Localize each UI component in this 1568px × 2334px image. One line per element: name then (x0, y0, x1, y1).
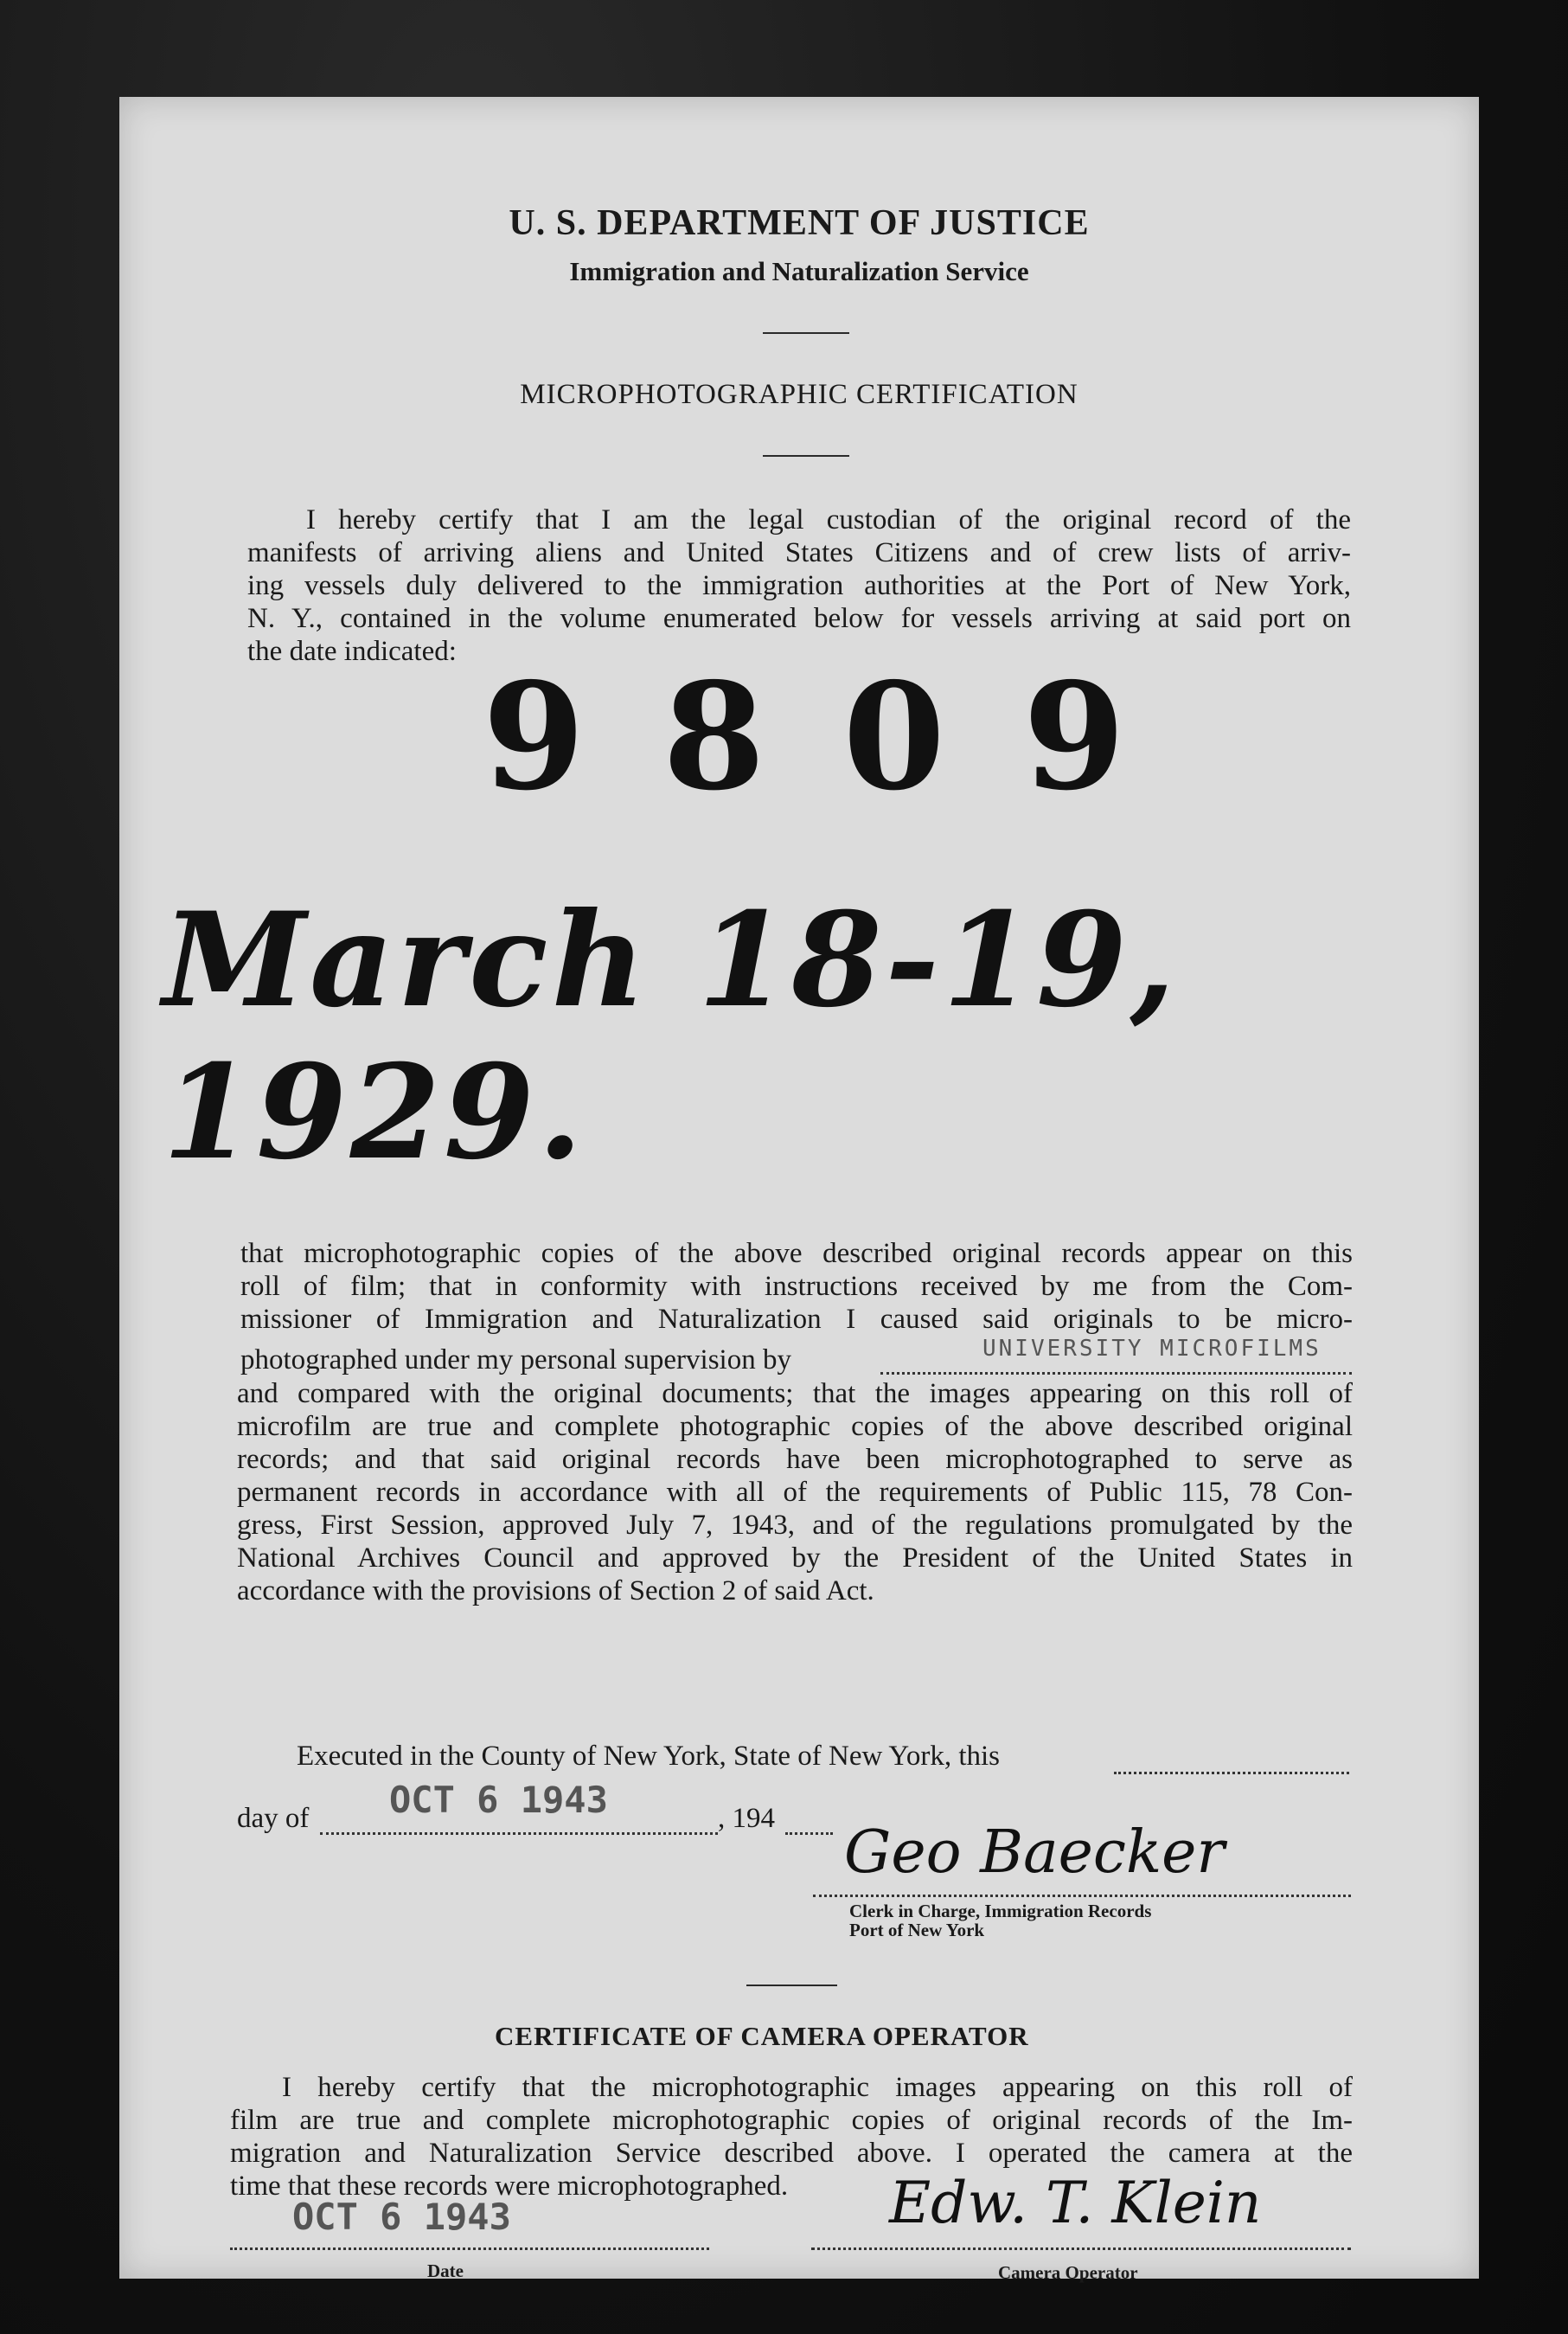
volume-date: March 18-19, 1929. (163, 884, 1179, 1189)
executed-dotted-line (1114, 1772, 1349, 1774)
paragraph-line: film are true and complete microphotographic copies of original records of the Im- (230, 2105, 1353, 2136)
camera-date-line (230, 2247, 709, 2250)
divider (763, 332, 849, 334)
clerk-port: Port of New York (849, 1920, 985, 1940)
certification-heading: MICROPHOTOGRAPHIC CERTIFICATION (520, 379, 1078, 410)
camera-certificate-heading: CERTIFICATE OF CAMERA OPERATOR (495, 2021, 1029, 2051)
supervisor-dotted-line (880, 1372, 1352, 1375)
custodian-paragraph (247, 503, 1351, 668)
paragraph-line: gress, First Session, approved July 7, 1943, and of the regulations promulgated by the (237, 1510, 1353, 1541)
paragraph-line: records; and that said original records have been microphotographed to serve as (237, 1444, 1353, 1475)
clerk-signature: Geo Baecker (844, 1818, 1225, 1887)
day-dotted-line (320, 1832, 718, 1835)
paragraph-line: I hereby certify that the microphotographic images appearing on this roll of (282, 2072, 1353, 2103)
camera-date-label: Date (427, 2260, 464, 2281)
divider (746, 1985, 837, 1986)
certificate-sheet (119, 97, 1479, 2283)
paragraph-line: and compared with the original documents; that the images appearing on this roll of (237, 1378, 1353, 1409)
department-title: U. S. DEPARTMENT OF JUSTICE (509, 203, 1090, 243)
paragraph-line: permanent records in accordance with all of the requirements of Public 115, 78 Con- (237, 1477, 1353, 1508)
divider (763, 455, 849, 457)
paragraph-line: microfilm are true and complete photographic copies of the above described original (237, 1411, 1353, 1442)
day-of-label: day of (237, 1803, 310, 1834)
year-dotted-line (785, 1832, 833, 1835)
paragraph-line: migration and Naturalization Service described above. I operated the camera at the (230, 2138, 1353, 2169)
compliance-paragraph (237, 1377, 1353, 1607)
paragraph-line: missioner of Immigration and Naturalization I caused said originals to be micro- (240, 1304, 1353, 1335)
operator-signature: Edw. T. Klein (889, 2170, 1262, 2236)
clerk-title: Clerk in Charge, Immigration Records (849, 1901, 1152, 1921)
paragraph-line: manifests of arriving aliens and United States Citizens and of crew lists of arriv- (247, 537, 1351, 568)
copies-paragraph (240, 1237, 1353, 1336)
volume-number: 9809 (483, 651, 1204, 824)
camera-operator-label: Camera Operator (998, 2262, 1138, 2283)
paragraph-line: the date indicated: (247, 636, 457, 667)
paragraph-line: roll of film; that in conformity with instructions received by me from the Com- (240, 1271, 1353, 1302)
paragraph-line: time that these records were microphotographed. (230, 2170, 789, 2202)
executed-text: Executed in the County of New York, State of New York, this (297, 1741, 1001, 1772)
paragraph-line: that microphotographic copies of the above described original records appear on this (240, 1238, 1353, 1269)
execution-date-stamp: OCT 6 1943 (389, 1779, 608, 1821)
year-suffix: , 194 (718, 1803, 775, 1834)
paragraph-line: ing vessels duly delivered to the immigration authorities at the Port of New York, (247, 570, 1351, 601)
camera-date-stamp: OCT 6 1943 (292, 2196, 511, 2238)
paragraph-line: accordance with the provisions of Section 2 of said Act. (237, 1575, 874, 1606)
operator-signature-line (811, 2247, 1351, 2250)
service-subtitle: Immigration and Naturalization Service (569, 256, 1029, 286)
paragraph-line: N. Y., contained in the volume enumerated below for vessels arriving at said port on (247, 603, 1351, 634)
supervisor-stamp: UNIVERSITY MICROFILMS (982, 1336, 1322, 1362)
supervision-prefix: photographed under my personal supervision by (240, 1344, 791, 1375)
paragraph-line: I hereby certify that I am the legal custodian of the original record of the (306, 504, 1351, 535)
clerk-signature-line (813, 1895, 1351, 1897)
paragraph-line: National Archives Council and approved by the President of the United States in (237, 1542, 1353, 1574)
